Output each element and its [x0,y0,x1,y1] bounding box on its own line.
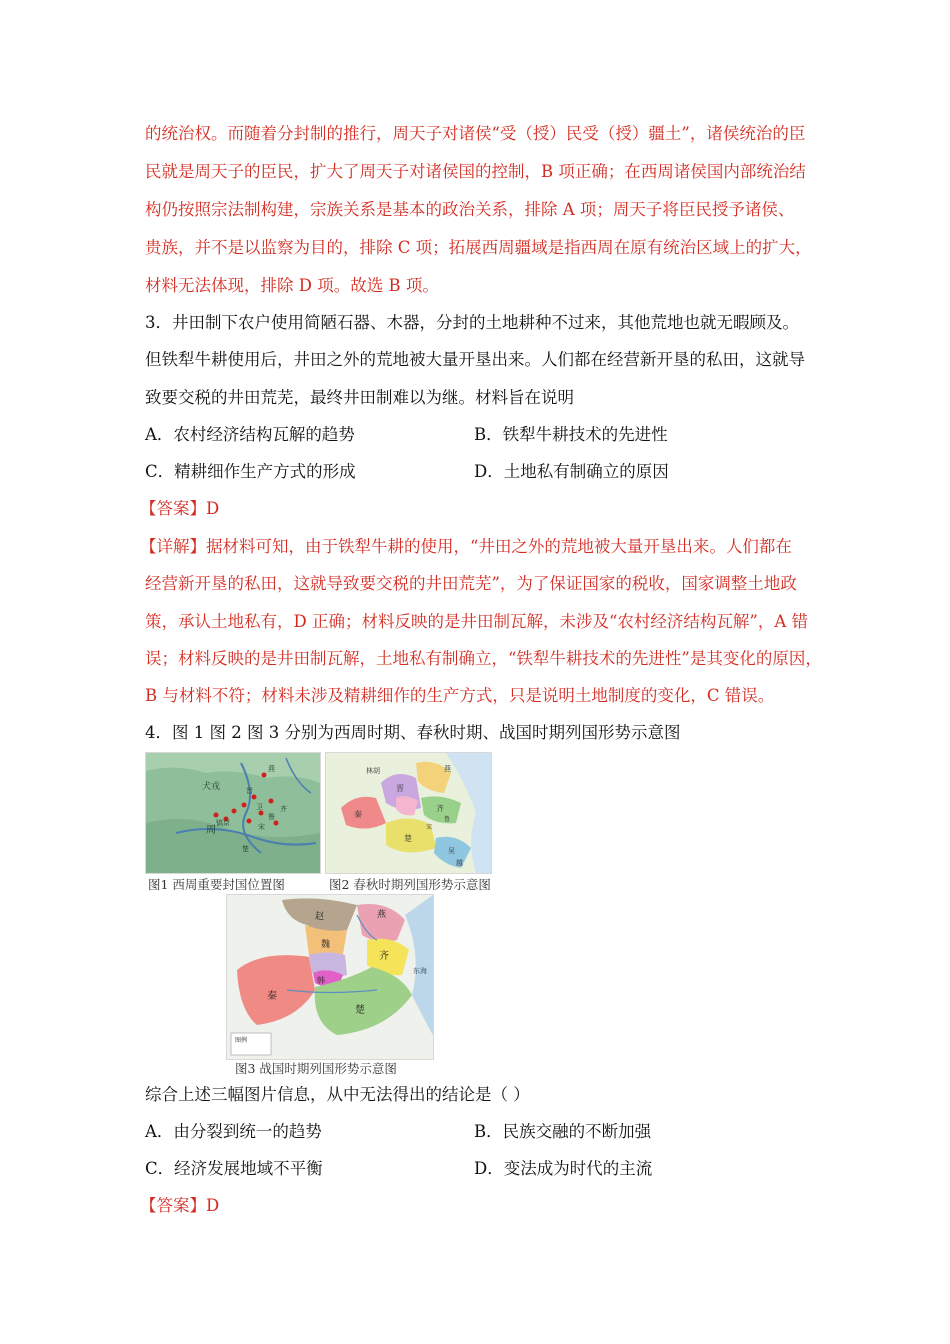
fig2-label-6: 越 [456,859,463,867]
q4-option-d: D．变法成为时代的主流 [474,1159,653,1178]
fig3-label-8: 图例 [235,1038,248,1044]
q3-option-d: D．土地私有制确立的原因 [474,462,669,481]
fig2-label-8: 鲁 [444,817,451,823]
fig3-label-6: 楚 [355,1005,365,1016]
prev-explanation-line-1: 的统治权。而随着分封制的推行，周天子对诸侯“受（授）民受（授）疆土”，诸侯统治的臣 [145,124,806,143]
fig1-label-7: 卫 [256,803,263,811]
q3-detail-line-3: 策，承认土地私有，D 正确；材料反映的是井田制瓦解，未涉及“农村经济结构瓦解”，A 错 [145,612,809,631]
fig1-label-2: 镐京 [216,819,230,827]
fig3-label-3: 魏 [321,939,331,949]
q3-answer [140,498,219,520]
q3-detail-line-4: 误；材料反映的是井田制瓦解，土地私有制确立，“铁犁牛耕技术的先进性”是其变化的原因， [145,649,822,668]
fig2-label-9: 宋 [426,825,433,831]
fig1-label-8: 宋 [258,823,265,831]
fig2-label-5: 吴 [448,847,455,855]
prev-explanation-line-5: 材料无法体现，排除 D 项。故选 B 项。 [145,276,439,295]
q3-detail-line-5: B 与材料不符；材料未涉及精耕细作的生产方式，只是说明土地制度的变化，C 错误。 [145,686,775,705]
fig2-map-svg [326,753,491,873]
q3-stem-line-1: 3．井田制下农户使用简陋石器、木器，分封的土地耕种不过来，其他荒地也就无暇顾及。 [145,313,799,332]
fig1-label-0: 犬戎 [202,781,221,791]
q3-answer-tag: 【答案】 [140,499,206,518]
fig1-label-6: 鲁 [268,813,275,821]
fig2-caption: 图2 春秋时期列国形势示意图 [329,877,491,892]
q4-option-a: A．由分裂到统一的趋势 [145,1122,322,1141]
fig1-caption: 图1 西周重要封国位置图 [148,877,285,892]
fig2-label-3: 齐 [436,804,444,813]
q4-stem: 4．图 1 图 2 图 3 分别为西周时期、春秋时期、战国时期列国形势示意图 [145,723,681,742]
fig3-label-2: 齐 [379,951,389,962]
fig1-label-1: 周 [206,825,216,836]
fig2-label-4: 楚 [404,834,412,843]
fig1-label-4: 晋 [246,787,253,795]
fig3-label-7: 东海 [413,967,427,975]
prev-explanation-line-2: 民就是周天子的臣民，扩大了周天子对诸侯国的控制，B 项正确；在西周诸侯国内部统治结 [145,162,806,181]
fig3-caption: 图3 战国时期列国形势示意图 [235,1061,397,1076]
fig1-label-3: 燕 [268,765,275,773]
q3-option-a: A．农村经济结构瓦解的趋势 [145,425,355,444]
q4-answer-value: D [206,1196,220,1215]
fig3-label-5: 秦 [267,991,277,1002]
q4-option-b: B．民族交融的不断加强 [474,1122,652,1141]
q3-detail-first: 据材料可知，由于铁犁牛耕的使用，“井田之外的荒地被大量开垦出来。人们都在 [206,537,792,556]
fig1-map-svg [146,753,320,873]
q3-answer-value: D [206,499,220,518]
fig3-map-svg [227,895,433,1059]
prev-explanation-line-4: 贵族，并不是以监察为目的，排除 C 项；拓展西周疆域是指西周在原有统治区域上的扩大， [145,238,812,257]
fig2-label-2: 秦 [354,810,362,819]
q3-detail-line-2: 经营新开垦的私田，这就导致要交税的井田荒芜”，为了保证国家的税收，国家调整土地政 [145,574,797,593]
q3-option-b: B．铁犁牛耕技术的先进性 [474,425,668,444]
fig3-label-4: 韩 [317,976,325,985]
q3-detail-tag: 【详解】 [140,537,206,556]
fig3-label-0: 燕 [377,909,387,919]
fig2-label-0: 燕 [444,765,451,773]
q3-stem-line-2: 但铁犁牛耕使用后，井田之外的荒地被大量开垦出来。人们都在经营新开垦的私田，这就导 [145,350,805,369]
q4-answer [140,1195,219,1217]
q3-detail-line-1 [140,536,792,558]
q4-answer-tag: 【答案】 [140,1196,206,1215]
q4-option-c: C．经济发展地域不平衡 [145,1159,323,1178]
fig1-label-9: 楚 [242,845,249,853]
fig3-map [226,894,434,1060]
fig2-map [325,752,492,874]
prev-explanation-line-3: 构仍按照宗法制构建，宗族关系是基本的政治关系，排除 A 项；周天子将臣民授予诸侯、 [145,200,795,219]
fig1-map [145,752,321,874]
q3-option-c: C．精耕细作生产方式的形成 [145,462,356,481]
fig2-label-1: 晋 [396,784,404,793]
q3-stem-line-3: 致要交税的井田荒芜，最终井田制难以为继。材料旨在说明 [145,388,574,407]
q4-question: 综合上述三幅图片信息，从中无法得出的结论是（ ） [145,1085,530,1104]
fig1-label-5: 齐 [280,805,287,813]
fig3-label-1: 赵 [315,911,325,921]
fig2-label-7: 林胡 [366,767,380,775]
